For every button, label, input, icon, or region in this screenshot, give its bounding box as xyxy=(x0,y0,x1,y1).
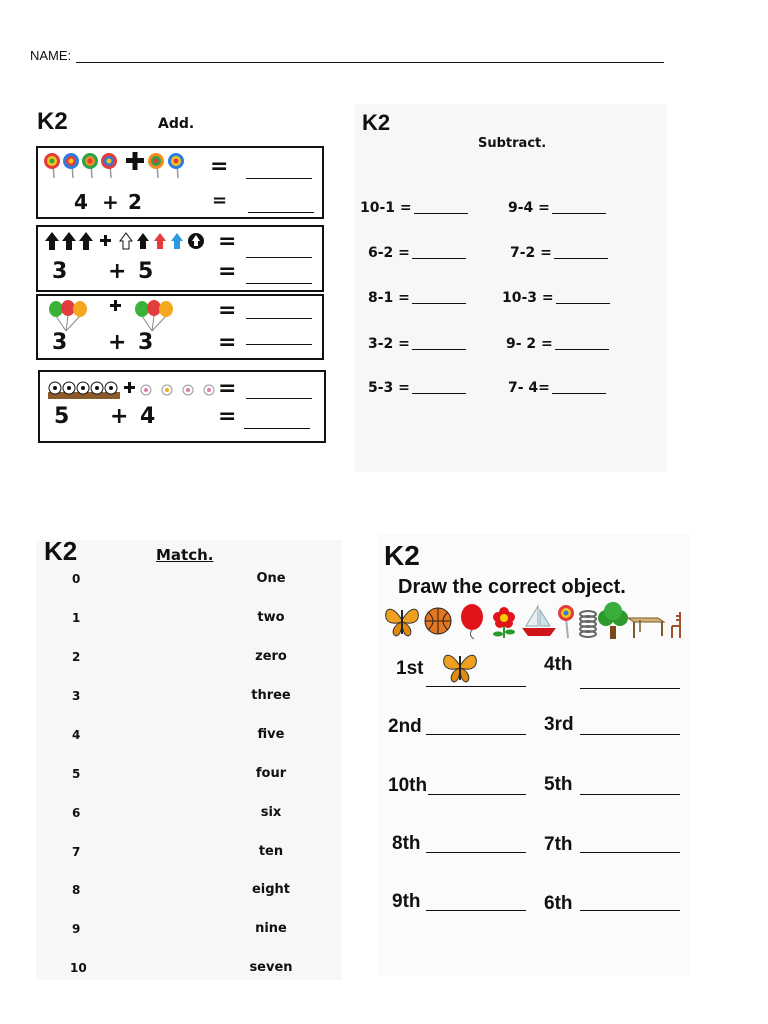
answer-blank[interactable] xyxy=(580,910,680,911)
subtract-problem: 10-1 = xyxy=(360,200,468,216)
match-title: Match. xyxy=(156,546,214,564)
equals-sign: = xyxy=(218,330,237,355)
addend-a: 3 xyxy=(52,330,68,355)
match-word: eight xyxy=(251,882,291,897)
ordinal-label: 6th xyxy=(544,893,573,914)
flower-icon xyxy=(493,607,515,638)
answer-blank[interactable] xyxy=(426,686,526,687)
match-number: 1 xyxy=(72,611,81,625)
answer-blank[interactable] xyxy=(414,213,468,214)
ordinal-label: 2nd xyxy=(388,716,422,737)
addend-b: 5 xyxy=(138,259,154,284)
subtract-problem: 8-1 = xyxy=(368,290,466,306)
subtract-problem: 7- 4= xyxy=(508,380,606,396)
lollipop-icons xyxy=(40,150,200,180)
answer-blank[interactable] xyxy=(426,852,526,853)
answer-blank[interactable] xyxy=(580,794,680,795)
lollipop-icon xyxy=(82,153,98,178)
answer-blank[interactable] xyxy=(246,178,312,179)
chair-icon xyxy=(672,612,680,638)
match-panel xyxy=(36,536,342,980)
object-row xyxy=(382,602,688,640)
match-word: zero xyxy=(255,649,287,664)
balloon-icons xyxy=(46,298,196,332)
subtract-problem: 7-2 = xyxy=(510,245,608,261)
equals-sign: = xyxy=(218,376,237,401)
add-problem-1 xyxy=(36,146,324,219)
match-number: 10 xyxy=(70,961,87,975)
answer-blank[interactable] xyxy=(246,318,312,319)
boat-icon xyxy=(522,606,556,636)
tree-icon xyxy=(598,602,628,639)
ordinal-label: 5th xyxy=(544,774,573,795)
answer-blank[interactable] xyxy=(412,258,466,259)
answer-blank[interactable] xyxy=(246,398,312,399)
arrow-up-icon xyxy=(79,232,93,250)
plus-icon xyxy=(126,152,144,170)
table-icon xyxy=(628,618,664,638)
subtract-level: K2 xyxy=(362,110,391,135)
balloon-icon xyxy=(461,604,483,639)
match-number: 7 xyxy=(72,845,81,859)
arrow-up-icon xyxy=(171,233,183,249)
answer-blank[interactable] xyxy=(556,303,610,304)
answer-blank[interactable] xyxy=(555,349,609,350)
equals-sign: = xyxy=(212,190,228,211)
match-word: two xyxy=(257,610,285,625)
basketball-icon xyxy=(425,608,451,634)
subtract-problem: 9- 2 = xyxy=(506,336,609,352)
arrow-up-icon xyxy=(45,232,59,250)
answer-blank[interactable] xyxy=(580,734,680,735)
butterfly-icon xyxy=(440,650,480,684)
addend-a: 3 xyxy=(52,259,68,284)
ordinals-panel xyxy=(378,534,690,976)
add-title: Add. xyxy=(158,116,195,132)
answer-blank[interactable] xyxy=(552,393,606,394)
add-level: K2 xyxy=(37,108,68,135)
match-number: 8 xyxy=(72,883,81,897)
match-number: 6 xyxy=(72,806,81,820)
answer-blank[interactable] xyxy=(412,349,466,350)
answer-blank[interactable] xyxy=(244,428,310,429)
answer-blank[interactable] xyxy=(428,794,526,795)
answer-blank[interactable] xyxy=(248,212,314,213)
answer-blank[interactable] xyxy=(554,258,608,259)
answer-blank[interactable] xyxy=(580,852,680,853)
lollipop-icon xyxy=(44,153,60,178)
match-number: 3 xyxy=(72,689,81,703)
answer-blank[interactable] xyxy=(580,688,680,689)
addend-b: 4 xyxy=(140,404,156,429)
arrow-up-icon xyxy=(120,233,132,249)
arrow-icons xyxy=(44,230,220,252)
plus-sign: + xyxy=(108,259,127,284)
equals-sign: = xyxy=(218,404,237,429)
match-word: seven xyxy=(249,960,293,975)
ordinal-label: 9th xyxy=(392,891,421,912)
arrow-up-icon xyxy=(62,232,76,250)
subtract-problem: 3-2 = xyxy=(368,336,466,352)
lollipop-icon xyxy=(63,153,79,178)
answer-blank[interactable] xyxy=(412,393,466,394)
subtract-title: Subtract. xyxy=(478,136,547,151)
subtract-problem: 10-3 = xyxy=(502,290,610,306)
balloon-icon xyxy=(49,300,87,331)
lollipop-icon xyxy=(101,153,117,178)
answer-blank[interactable] xyxy=(246,283,312,284)
ordinals-title: Draw the correct object. xyxy=(398,576,626,598)
addend-b: 2 xyxy=(128,190,142,214)
subtract-panel xyxy=(354,104,667,472)
lollipop-icon xyxy=(168,153,184,178)
plus-sign: + xyxy=(108,330,127,355)
lollipop-icon xyxy=(558,605,574,638)
match-word: four xyxy=(255,766,287,781)
spring-icon xyxy=(580,611,596,637)
answer-blank[interactable] xyxy=(426,910,526,911)
ordinal-label: 8th xyxy=(392,833,421,854)
equals-sign: = xyxy=(218,229,237,254)
answer-blank[interactable] xyxy=(552,213,606,214)
match-word: six xyxy=(260,805,282,820)
match-word: One xyxy=(256,571,286,586)
plus-sign: + xyxy=(102,190,119,214)
addend-a: 5 xyxy=(54,404,70,429)
name-label: NAME: xyxy=(30,48,72,63)
ordinal-label: 3rd xyxy=(544,714,574,735)
arrow-up-icon xyxy=(137,233,149,249)
subtract-problem: 5-3 = xyxy=(368,380,466,396)
ordinal-label: 4th xyxy=(544,654,573,675)
plus-icon xyxy=(110,300,121,311)
ordinal-label: 10th xyxy=(388,775,428,796)
match-word: three xyxy=(251,688,291,703)
subtract-problem: 9-4 = xyxy=(508,200,606,216)
match-number: 4 xyxy=(72,728,81,742)
balloon-icon xyxy=(135,300,173,331)
addend-b: 3 xyxy=(138,330,154,355)
match-number: 9 xyxy=(72,922,81,936)
match-word: nine xyxy=(255,921,287,936)
ordinal-label: 1st xyxy=(396,658,424,679)
match-number: 0 xyxy=(72,572,81,586)
answer-blank[interactable] xyxy=(426,734,526,735)
equals-sign: = xyxy=(210,154,229,179)
ball-icon xyxy=(141,385,214,395)
answer-blank[interactable] xyxy=(412,303,466,304)
answer-blank[interactable] xyxy=(246,344,312,345)
match-word: ten xyxy=(258,844,284,859)
arrow-up-icon xyxy=(154,233,166,249)
add-problem-3 xyxy=(36,294,324,360)
add-problem-2 xyxy=(36,225,324,292)
addend-a: 4 xyxy=(74,190,88,214)
name-line[interactable] xyxy=(76,62,664,63)
plus-sign: + xyxy=(110,404,129,429)
match-level: K2 xyxy=(44,536,78,566)
match-word: five xyxy=(257,727,285,742)
plus-icon xyxy=(124,382,135,393)
butterfly-icon xyxy=(386,609,419,636)
subtract-problem: 6-2 = xyxy=(368,245,466,261)
plus-icon xyxy=(100,235,111,246)
answer-blank[interactable] xyxy=(246,257,312,258)
ordinals-level: K2 xyxy=(384,540,420,571)
arrow-circle-icon xyxy=(188,233,204,249)
equals-sign: = xyxy=(218,259,237,284)
ball-icons xyxy=(46,378,222,402)
match-number: 5 xyxy=(72,767,81,781)
lollipop-icon xyxy=(148,153,164,178)
add-problem-4 xyxy=(38,370,326,443)
equals-sign: = xyxy=(218,298,237,323)
ordinal-label: 7th xyxy=(544,834,573,855)
match-number: 2 xyxy=(72,650,81,664)
